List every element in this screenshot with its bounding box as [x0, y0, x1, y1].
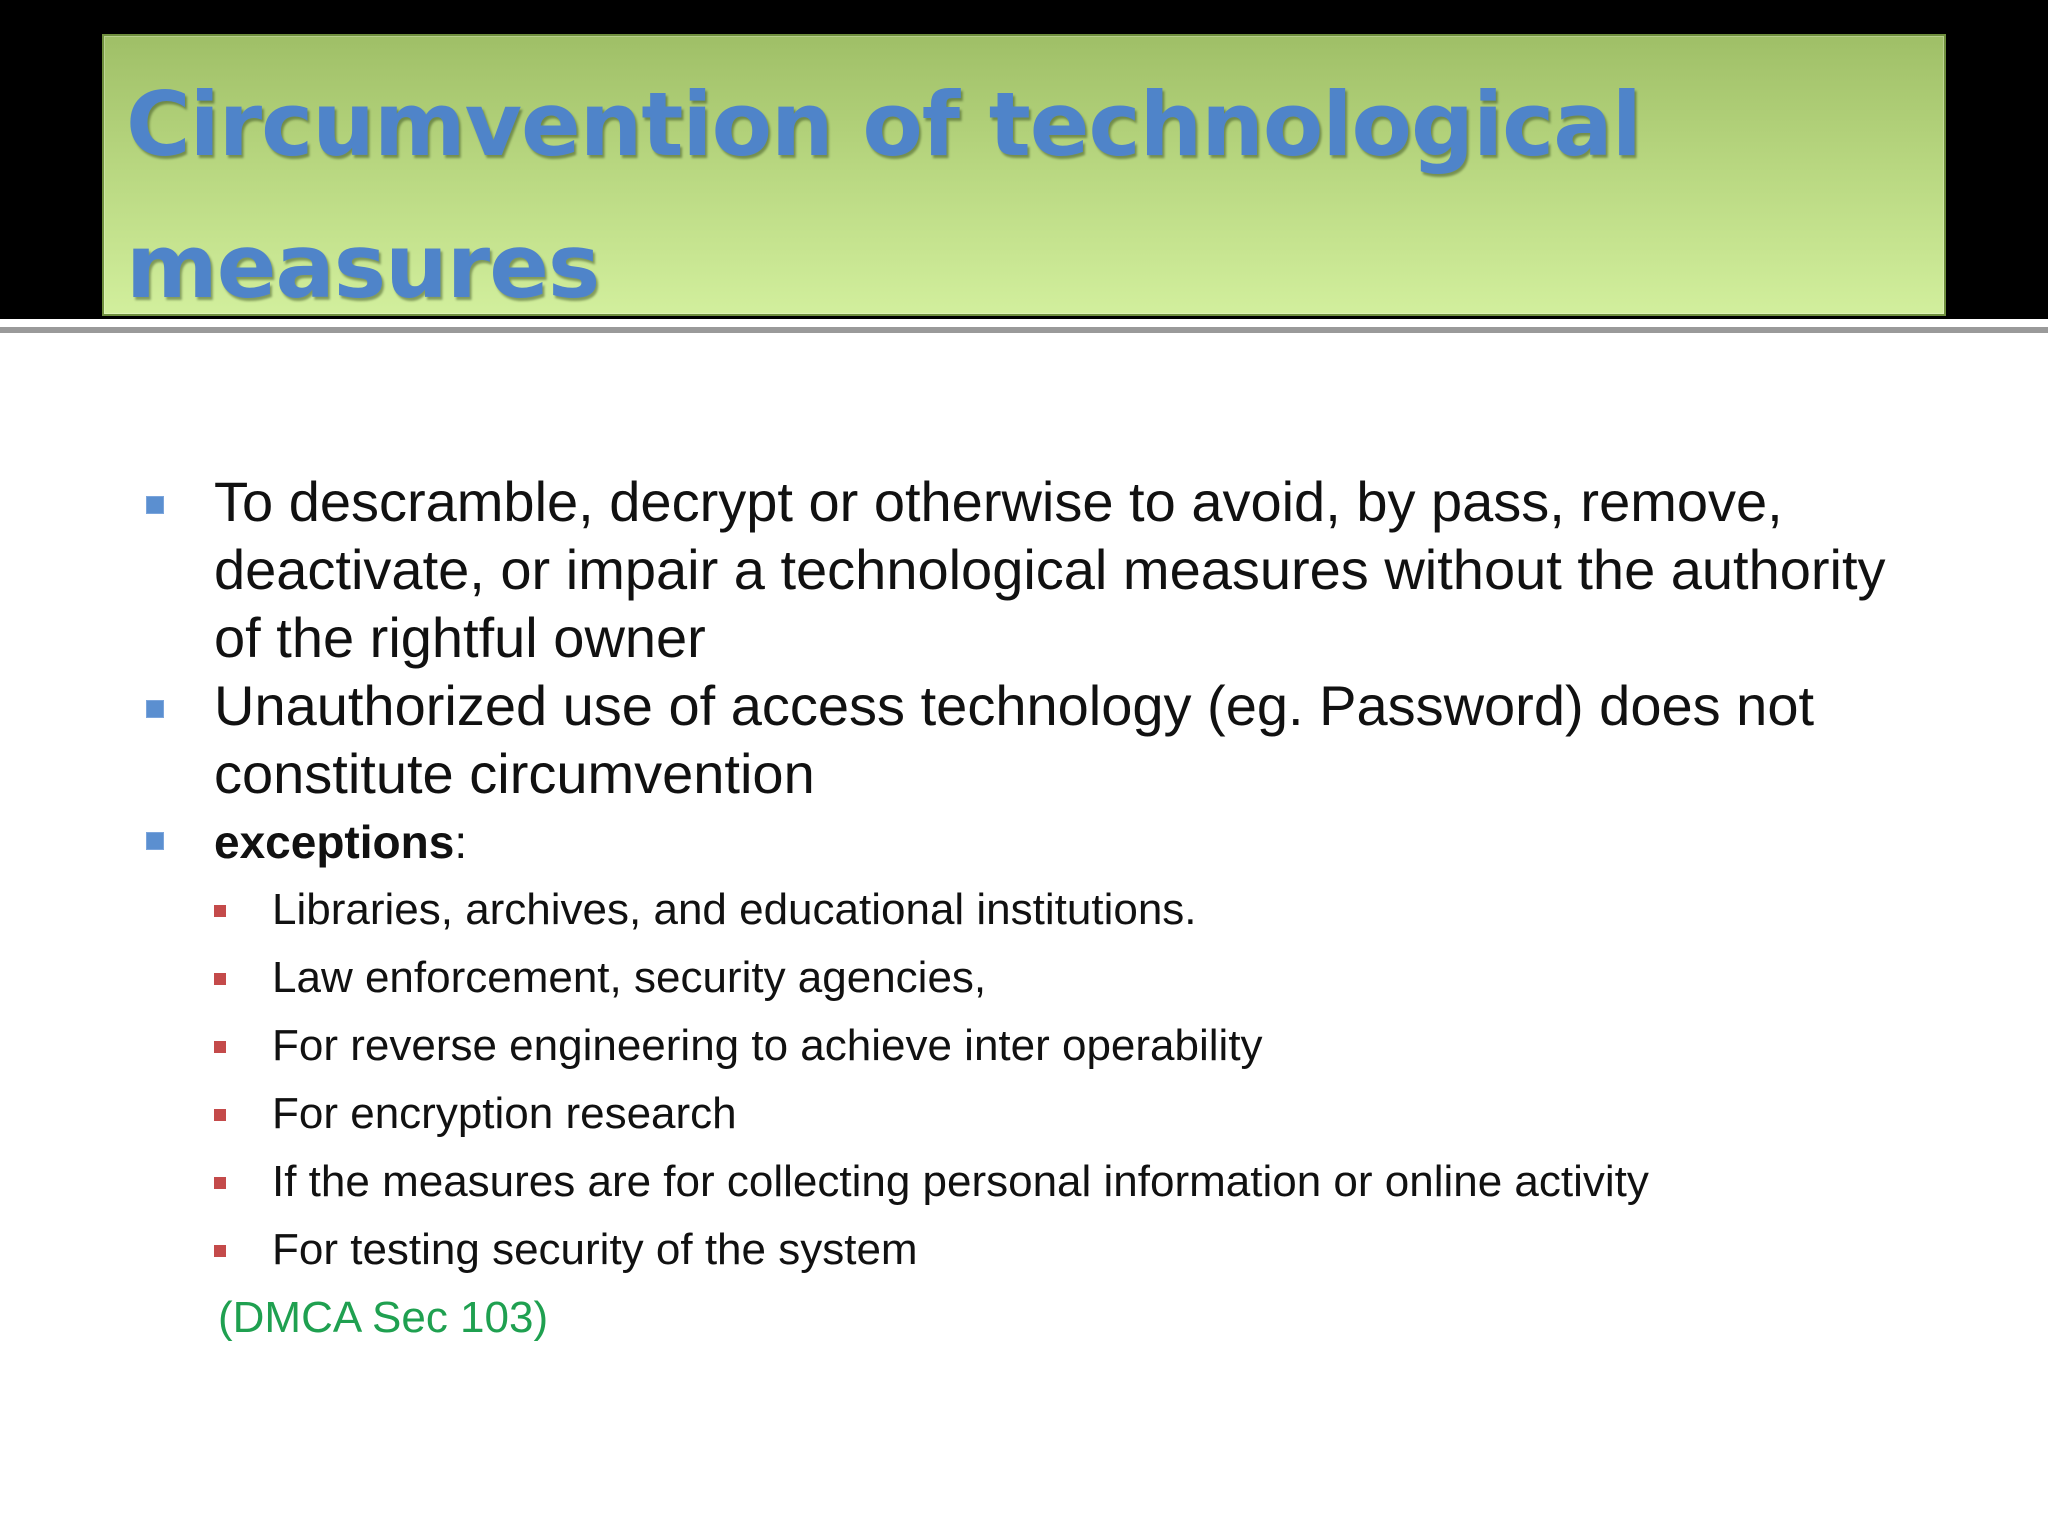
square-bullet-icon: [214, 1177, 226, 1189]
bullet-item-descramble: [140, 468, 1940, 672]
square-bullet-icon: [146, 700, 164, 718]
slide-content: [140, 468, 1940, 1352]
square-bullet-icon: [214, 905, 226, 917]
exceptions-colon: :: [454, 816, 468, 868]
exception-item: [206, 944, 1940, 1012]
exceptions-list: [140, 876, 1940, 1284]
square-bullet-icon: [146, 496, 164, 514]
square-bullet-icon: [214, 1041, 226, 1053]
exception-text: If the measures are for collecting personal information or online activity: [272, 1157, 1649, 1206]
exception-item: [206, 1012, 1940, 1080]
exception-text: Libraries, archives, and educational institutions.: [272, 885, 1197, 934]
exception-text: For reverse engineering to achieve inter operability: [272, 1021, 1263, 1070]
exception-text: For testing security of the system: [272, 1225, 918, 1274]
exceptions-label: exceptions: [214, 816, 455, 868]
exception-text: For encryption research: [272, 1089, 737, 1138]
square-bullet-icon: [214, 1245, 226, 1257]
square-bullet-icon: [146, 832, 164, 850]
square-bullet-icon: [214, 973, 226, 985]
slide-title: Circumvention of technological measures: [126, 73, 1641, 318]
bullet-text: To descramble, decrypt or otherwise to avoid, by pass, remove, deactivate, or impair a technological measures without the authority of the rightful owner: [214, 470, 1886, 669]
bullet-text: Unauthorized use of access technology (eg. Password) does not constitute circumvention: [214, 674, 1815, 805]
exception-item: [206, 876, 1940, 944]
exception-item: [206, 1216, 1940, 1284]
bullet-item-exceptions: [140, 808, 1940, 876]
exception-item: [206, 1148, 1940, 1216]
title-box: [102, 34, 1946, 316]
bullet-item-unauthorized-use: [140, 672, 1940, 808]
exception-item: [206, 1080, 1940, 1148]
square-bullet-icon: [214, 1109, 226, 1121]
exception-text: Law enforcement, security agencies,: [272, 953, 987, 1002]
citation: (DMCA Sec 103): [218, 1293, 549, 1342]
